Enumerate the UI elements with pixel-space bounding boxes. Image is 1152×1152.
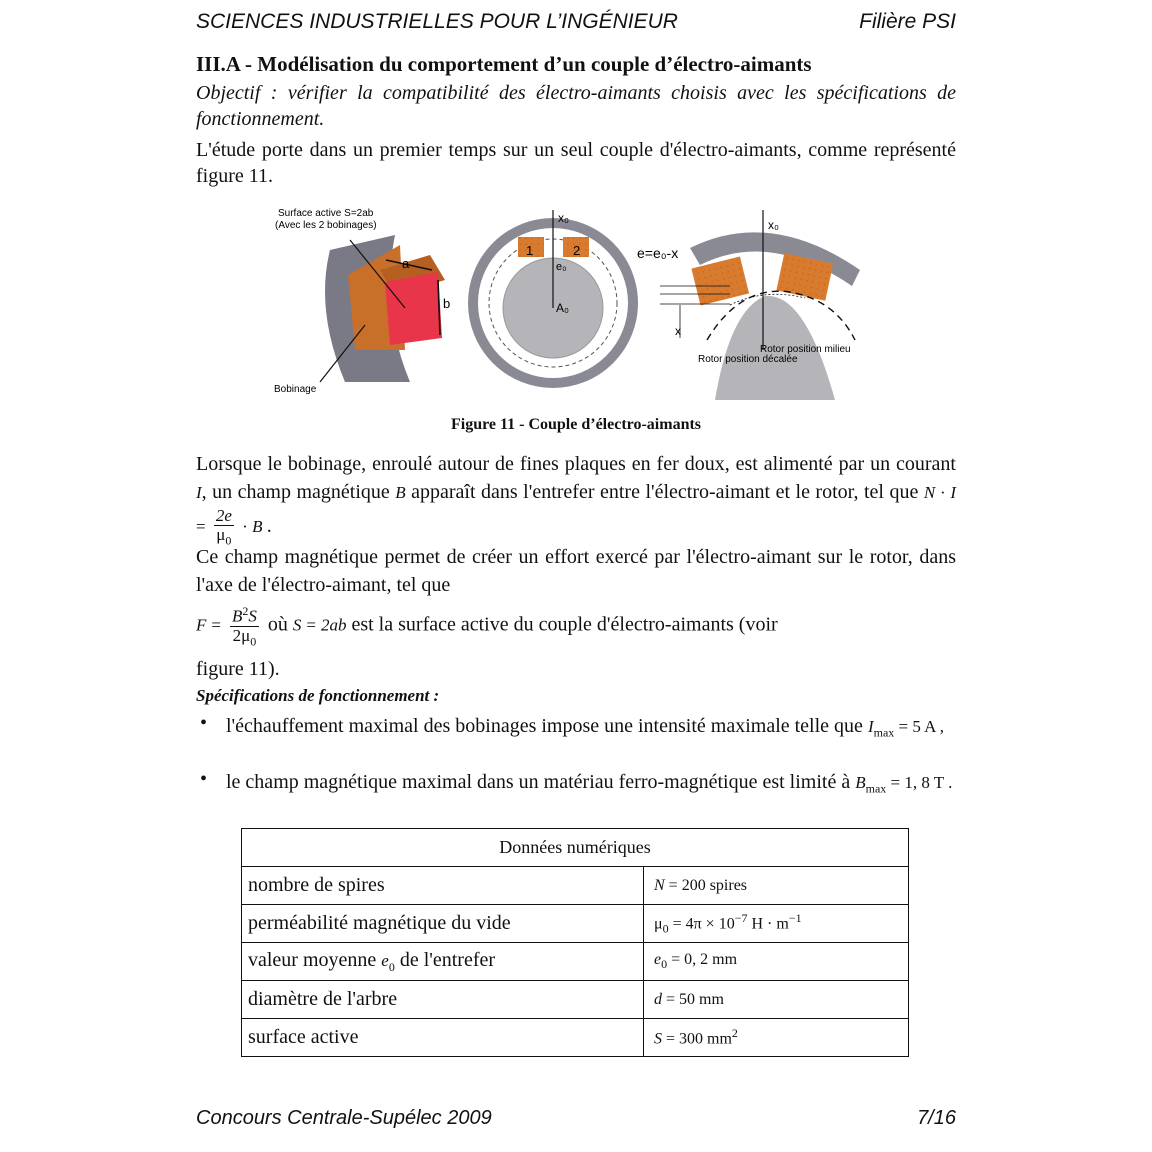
figure-caption: Figure 11 - Couple d’électro-aimants — [450, 416, 702, 433]
spec-2-sub: max — [865, 781, 887, 796]
cell-var: d — [654, 990, 662, 1008]
fraction-B2S — [230, 602, 259, 650]
cell-label: diamètre de l'arbre — [242, 981, 644, 1019]
cell-sub: 0 — [662, 921, 669, 936]
cell-label: perméabilité magnétique du vide — [242, 905, 644, 943]
magnet-2-label: 2 — [573, 243, 581, 258]
label-a: a — [402, 256, 410, 271]
var-F: F — [196, 615, 207, 635]
bullet-2-dot: • — [200, 768, 208, 790]
cell-val: = 200 spires — [668, 876, 748, 894]
label-pre: valeur moyenne — [248, 948, 377, 971]
var-B-2: B — [252, 517, 263, 537]
label-var: e — [381, 950, 389, 970]
table-header-row — [242, 829, 909, 867]
section-title: III.A - Modélisation du comportement d’un couple d’électro-aimants — [196, 52, 812, 76]
spec-item-1 — [226, 712, 956, 746]
intro-paragraph: L'étude porte dans un premier temps sur un seul couple d'électro-aimants, comme représenté figure 11. — [196, 139, 956, 187]
table-row — [242, 867, 909, 905]
A0-label: A₀ — [556, 301, 569, 315]
spec-1-text: l'échauffement maximal des bobinages impose une intensité maximale telle que — [226, 715, 863, 737]
spec-2-text: le champ magnétique maximal dans un matériau ferro-magnétique est limité à — [226, 771, 851, 793]
cell-var: S — [654, 1030, 662, 1048]
spec-1-formula — [867, 717, 945, 740]
var-B: B — [395, 483, 406, 502]
spec-2-val: = 1, 8 T . — [890, 773, 953, 792]
page-number: 7/16 — [917, 1107, 956, 1129]
footer-left: Concours Centrale-Supélec 2009 — [196, 1107, 492, 1129]
cell-sup: −7 — [734, 910, 748, 925]
cell-var: e — [654, 950, 662, 968]
var-S: S — [292, 615, 302, 635]
table-row — [242, 943, 909, 981]
surface-label-1: Surface active S=2ab — [278, 208, 374, 219]
fraction-num: 2e — [215, 506, 232, 525]
var-I-2: I — [950, 483, 957, 502]
cell-val: = 0, 2 mm — [671, 950, 738, 968]
cell-value — [644, 943, 909, 981]
table-row — [242, 1019, 909, 1057]
label-b: b — [443, 296, 451, 311]
cell-label: surface active — [242, 1019, 644, 1057]
p1-text-b: , un champ magnétique — [201, 481, 390, 503]
rotor-off-label: Rotor position décalée — [698, 354, 798, 365]
equals-2: = — [211, 615, 221, 635]
data-table — [241, 828, 909, 1057]
fraction-B2S-num — [230, 602, 259, 627]
header-right: Filière PSI — [859, 10, 956, 33]
table-row — [242, 905, 909, 943]
cell-value — [644, 905, 909, 943]
x0-label-right: x₀ — [768, 218, 779, 232]
p3-text-b: est la surface active du couple d'électro-aimants (voir — [351, 613, 778, 636]
magnet-1-label: 1 — [526, 243, 534, 258]
equals: = — [196, 517, 206, 537]
num-S: S — [248, 606, 257, 626]
p3-text-c: figure 11). — [196, 658, 280, 680]
var-2ab: 2ab — [320, 615, 347, 635]
cell-val: = 300 mm — [666, 1030, 732, 1048]
mu: μ — [216, 525, 226, 544]
mu-sub: 0 — [225, 533, 232, 548]
specs-title: Spécifications de fonctionnement : — [196, 686, 440, 705]
label-post: de l'entrefer — [399, 948, 496, 971]
spec-1-var: I — [867, 717, 874, 736]
cell-val: = 50 mm — [666, 990, 724, 1008]
bullet-1-dot: • — [200, 712, 208, 734]
cell-label: nombre de spires — [242, 867, 644, 905]
x-label: x — [675, 324, 681, 338]
table-row — [242, 981, 909, 1019]
fraction-B2S-den — [230, 627, 259, 650]
objective: Objectif : vérifier la compatibilité des électro-aimants choisis avec les spécifications de fonctionnement. — [196, 82, 956, 130]
spec-item-2 — [226, 768, 956, 802]
surface-label-2: (Avec les 2 bobinages) — [275, 220, 377, 231]
cell-unit: H · m — [747, 915, 789, 933]
cell-val: = 4π × 10 — [672, 915, 735, 933]
den-2mu: 2μ — [232, 625, 251, 645]
figure-11 — [260, 200, 880, 405]
spec-1-sub: max — [873, 725, 895, 740]
x0-label-mid: x₀ — [558, 211, 569, 225]
cell-var: μ — [654, 915, 663, 933]
spec-2-var: B — [855, 773, 866, 792]
num-B: B — [231, 606, 243, 626]
formula-force-line — [196, 602, 956, 650]
bobinage-label: Bobinage — [274, 384, 317, 395]
cell-label — [242, 943, 644, 981]
p1-text-c: apparaît dans l'entrefer entre l'électro-aimant et le rotor, tel que — [411, 481, 919, 503]
dot-2: · — [242, 517, 248, 537]
dot: · — [939, 483, 946, 502]
var-I: I — [196, 483, 202, 502]
e0-label: e₀ — [556, 261, 567, 273]
p3-text-a: où — [267, 613, 288, 636]
spec-1-val: = 5 A , — [898, 717, 945, 736]
cell-sub: 0 — [661, 957, 668, 972]
paragraph-field: Lorsque le bobinage, enroulé autour de fines plaques en fer doux, est alimenté par un courant I, un champ magnétique B apparaît dans l'entrefer entre l'électro-aimant et le rotor, tel que N · I = $\frac{2e}{\mu_0}$ · B . — [196, 453, 957, 548]
header-left: SCIENCES INDUSTRIELLES POUR L’INGÉNIEUR — [196, 10, 678, 33]
cell-var: N — [654, 876, 665, 894]
cell-value — [644, 1019, 909, 1057]
table-header: Données numériques — [242, 829, 909, 867]
num-sup: 2 — [242, 604, 249, 618]
cell-value — [644, 867, 909, 905]
cell-value — [644, 981, 909, 1019]
e-formula-label: e=e₀-x — [637, 245, 679, 261]
active-surface — [385, 272, 442, 345]
spec-2-formula — [855, 773, 953, 796]
p1-text-a: Lorsque le bobinage, enroulé autour de fines plaques en fer doux, est alimenté par un courant — [196, 453, 956, 475]
paragraph-force: Ce champ magnétique permet de créer un effort exercé par l'électro-aimant sur le rotor, dans l'axe de l'électro-aimant, tel que — [196, 546, 956, 596]
equals-3: = — [306, 615, 316, 635]
den-sub: 0 — [250, 634, 257, 649]
cell-sup2: −1 — [788, 910, 802, 925]
rotor-mid-label: Rotor position milieu — [760, 344, 851, 355]
label-sub: 0 — [388, 959, 395, 974]
var-N: N — [923, 483, 936, 502]
cell-sup: 2 — [731, 1026, 738, 1041]
